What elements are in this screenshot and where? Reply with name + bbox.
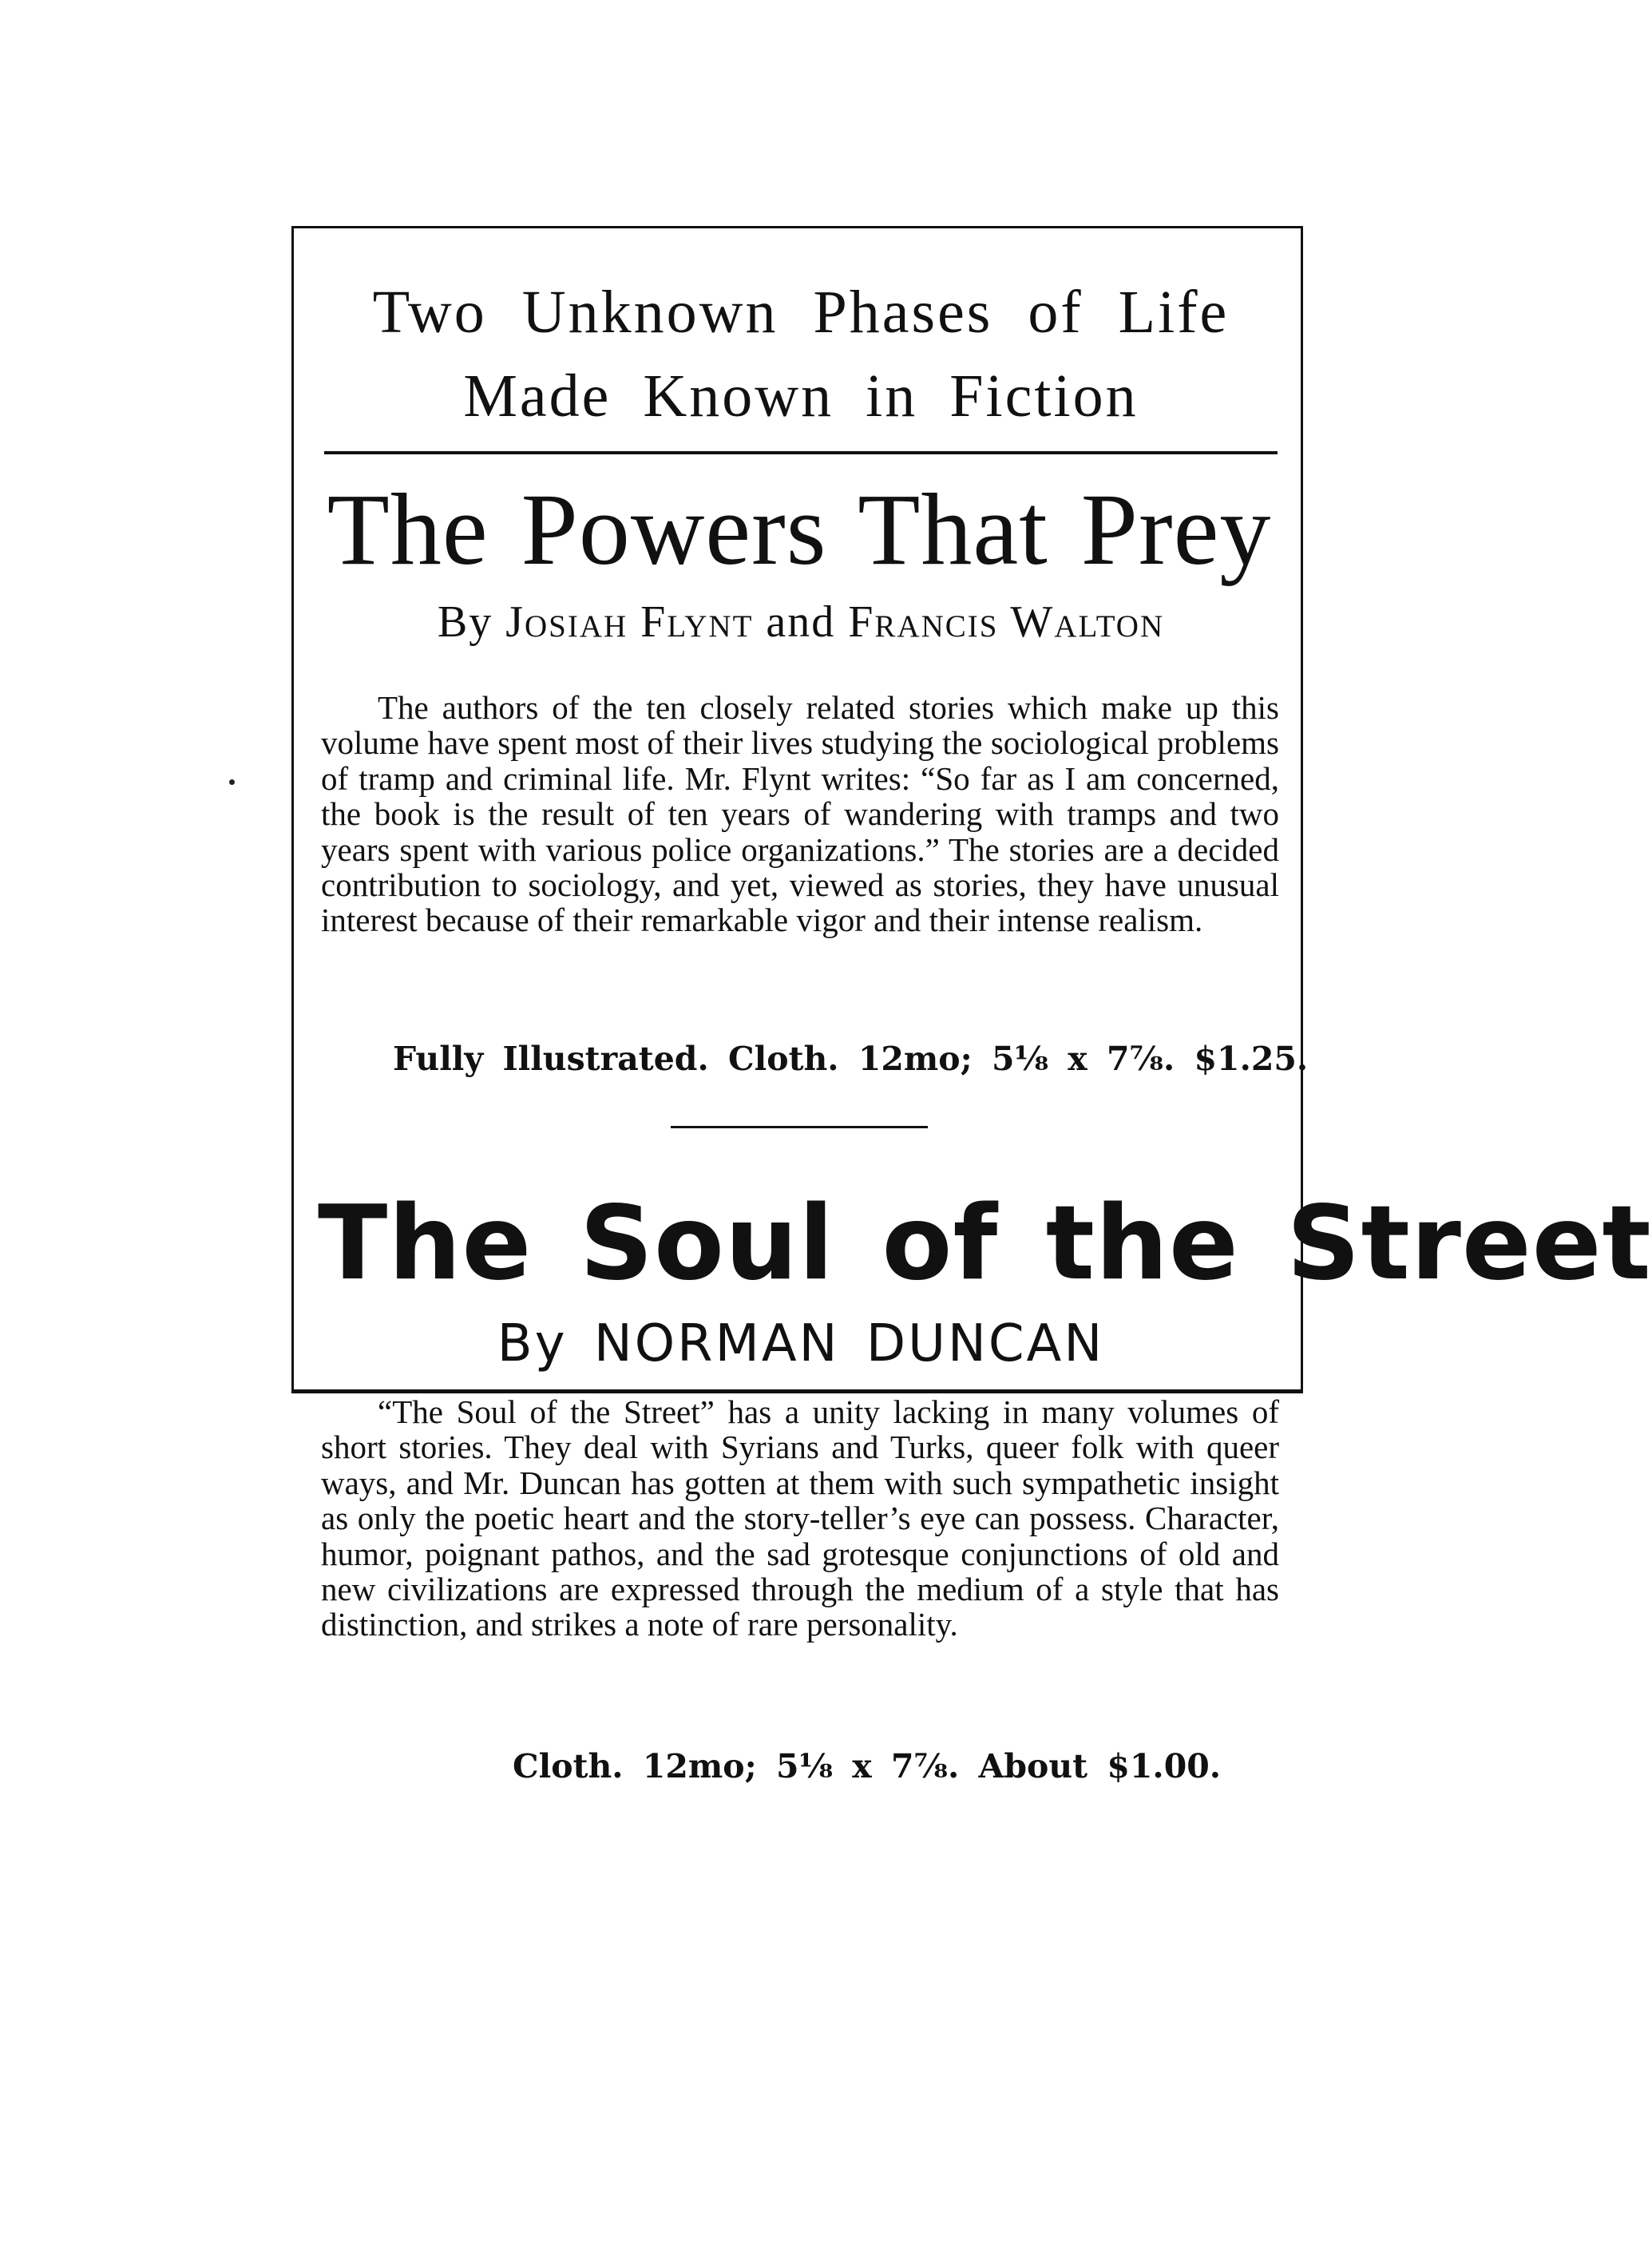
heading-divider — [324, 451, 1278, 454]
heading-line-1: Two Unknown Phases of Life — [372, 279, 1230, 346]
book1-author-2: Francis Walton — [848, 597, 1165, 647]
book1-by: By — [437, 597, 493, 647]
book1-byline — [324, 597, 1278, 647]
book2-price-line: Cloth. 12mo; 5⅛ x 7⅞. About $1.00. — [513, 1747, 1222, 1785]
section-divider — [671, 1126, 928, 1128]
book1-price-line: Fully Illustrated. Cloth. 12mo; 5⅛ x 7⅞. $1.25. — [393, 1040, 1309, 1078]
advertisement-box — [291, 226, 1652, 1785]
stray-dot — [229, 779, 235, 785]
book2-title: The Soul of the Street — [318, 1184, 1652, 1303]
book1-and: and — [766, 597, 836, 647]
book2-byline: By NORMAN DUNCAN — [497, 1314, 1105, 1373]
book1-author-1: Josiah Flynt — [505, 597, 754, 647]
book1-title: The Powers That Prey — [327, 473, 1272, 586]
book2-description: “The Soul of the Street” has a unity lacking in many volumes of short stories. They deal with Syrians and Turks, queer folk with queer ways, and Mr. Duncan has gotten at them with such sympathetic insight as only the poetic heart and the story-teller’s eye can possess. Character, humor, poignant pathos, and the sad grotesque conjunctions of old and new civilizations are expressed through the medium of a style that has distinction, and strikes a note of rare personality. — [321, 1393, 1279, 1643]
book1-description: The authors of the ten closely related stories which make up this volume have spent most of their lives studying the sociological problems of tramp and criminal life. Mr. Flynt writes: “So far as I am concerned, the book is the result of ten years of wandering with tramps and two years spent with various police organizations.” The stories are a decided contribution to sociology, and yet, viewed as stories, they have unusual interest because of their remarkable vigor and their intense realism. — [321, 689, 1279, 939]
heading-line-2: Made Known in Fiction — [463, 363, 1139, 430]
